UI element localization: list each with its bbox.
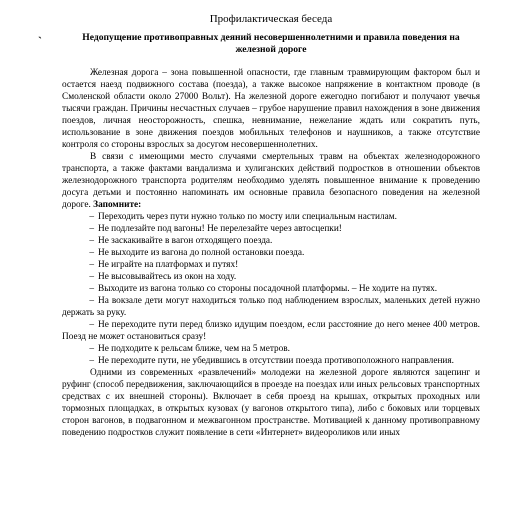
paragraph-parents [62, 151, 480, 211]
dash-mark: – [89, 320, 94, 330]
rule-text: Выходите из вагона только со стороны посадочной платформы. – Не ходите на путях. [98, 284, 438, 294]
dash-mark: – [89, 236, 94, 246]
list-item [62, 271, 480, 283]
bullet-mark: ` [38, 34, 42, 48]
dash-mark: – [89, 260, 94, 270]
safety-rules-list [62, 211, 480, 367]
dash-mark: – [89, 296, 94, 306]
rule-text: На вокзале дети могут находиться только под наблюдением взрослых, маленьких детей нужно держать за руку. [62, 296, 480, 318]
dash-mark: – [89, 212, 94, 222]
list-item [62, 211, 480, 223]
document-page [62, 0, 480, 439]
list-item [62, 223, 480, 235]
list-item [62, 355, 480, 367]
list-item [62, 343, 480, 355]
rule-text: Не высовывайтесь из окон на ходу. [98, 272, 237, 282]
list-item [62, 283, 480, 295]
remember-label: Запомните: [93, 200, 142, 210]
rule-text: Не подлезайте под вагоны! Не перелезайте через автосцепки! [98, 224, 342, 234]
page-header: Профилактическая беседа [209, 13, 333, 25]
dash-mark: – [89, 272, 94, 282]
rule-text: Не выходите из вагона до полной остановки поезда. [98, 248, 305, 258]
rule-text: Не переходите пути перед близко идущим поездом, если расстояние до него менее 400 метров. Поезд не может остановиться сразу! [62, 320, 480, 342]
list-item [62, 235, 480, 247]
list-item [62, 259, 480, 271]
list-item [62, 247, 480, 259]
dash-mark: – [89, 344, 94, 354]
rule-text: Не подходите к рельсам ближе, чем на 5 метров. [98, 344, 291, 354]
dash-mark: – [89, 356, 94, 366]
rule-text: Не играйте на платформах и путях! [98, 260, 239, 270]
rule-text: Не заскакивайте в вагон отходящего поезда. [98, 236, 273, 246]
paragraph-intro: Железная дорога – зона повышенной опасности, где главным травмирующим фактором был и остается наезд подвижного состава (поезда), а также высокое напряжение в контактном проводе (в Смоленской области около 27000 Вольт). На железной дороге ежегодно погибают и получают увечья тысячи граждан. Причины несчастных случаев – грубое нарушение правил нахождения в зоне движения поездов, личная неосторожность, спешка, невнимание, нежелание ждать или сократить путь, использование в зоне движения поездов мобильных телефонов и наушников, а также отсутствие контроля со стороны взрослых за досугом несовершеннолетних. [62, 68, 480, 150]
rule-text: Переходить через пути нужно только по мосту или специальным настилам. [98, 212, 398, 222]
dash-mark: – [89, 284, 94, 294]
rule-text: Не переходите пути, не убедившись в отсутствии поезда противоположного направления. [98, 356, 454, 366]
dash-mark: – [89, 224, 94, 234]
list-item [62, 295, 480, 319]
paragraph-parents-text: В связи с имеющими место случаями смертельных травм на объектах железнодорожного транспорта, а также фактами вандализма и хулиганских действий подростков в отношении объектов железнодорожного транспорта родителям необходимо уделять повышенное внимание к проведению досуга детьми и постоянно напоминать им основные правила безопасного поведения на железной дороге. [62, 152, 480, 210]
document-title: Недопущение противоправных деяний несовершеннолетними и правила поведения на железной дороге [82, 32, 460, 55]
list-item [62, 319, 480, 343]
paragraph-zaceping: Одними из современных «развлечений» молодежи на железной дороге являются зацепинг и руфинг (способ передвижения, заключающийся в проезде на поездах или иных рельсовых транспортных средствах с их внешней стороны). Включает в себя проезд на крышах, открытых проходных или тормозных площадках, в открытых кузовах (у вагонов открытого типа), либо с боковых или торцевых сторон вагонов, в подвагонном и межвагонном пространстве. Мотивацией к данному противоправному поведению подростков служит появление в сети «Интернет» видеороликов или иных [62, 368, 480, 438]
dash-mark: – [89, 248, 94, 258]
